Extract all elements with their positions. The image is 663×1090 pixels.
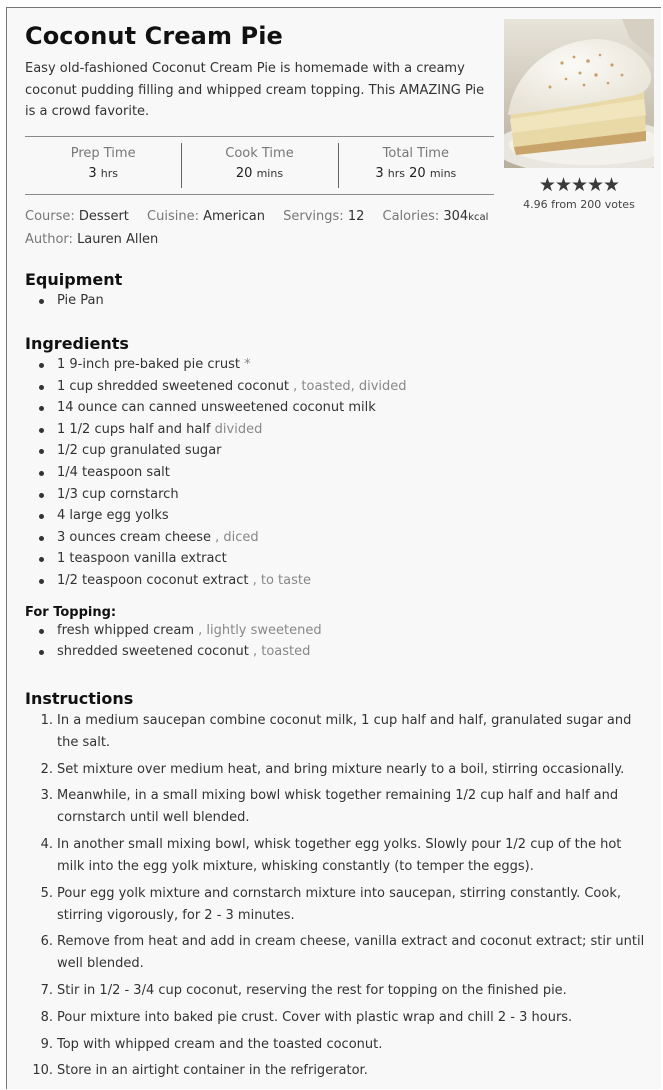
ingredients-section: [25, 334, 407, 663]
recipe-summary: Easy old-fashioned Coconut Cream Pie is homemade with a creamy coconut pudding filling and whipped cream topping. This AMAZING Pie is a crowd favorite.: [25, 61, 485, 119]
ingredient-item: 1/2 teaspoon coconut extract , to taste: [25, 570, 407, 592]
ingredients-heading: Ingredients: [25, 334, 129, 353]
cook-time: [181, 137, 337, 194]
ingredient-item: 4 large egg yolks: [25, 505, 407, 527]
ingredient-item: 1 9-inch pre-baked pie crust *: [25, 354, 407, 376]
cook-time-label: Cook Time: [225, 146, 294, 161]
calories-unit: kcal: [468, 212, 489, 223]
instructions-list: [25, 710, 650, 1082]
instruction-step: 10. Store in an airtight container in the refrigerator.: [32, 1063, 368, 1079]
total-time: [338, 137, 494, 194]
equipment-section: [25, 270, 122, 312]
ingredient-item: 1 teaspoon vanilla extract: [25, 548, 407, 570]
total-time-minutes: 20: [409, 166, 426, 181]
total-time-minutes-unit: mins: [429, 167, 457, 180]
instruction-step: 7. Stir in 1/2 - 3/4 cup coconut, reserving the rest for topping on the finished pie.: [40, 983, 567, 999]
equipment-item[interactable]: Pie Pan: [25, 290, 122, 312]
total-time-hours-unit: hrs: [387, 167, 405, 180]
calories-label: Calories:: [382, 209, 440, 224]
total-time-label: Total Time: [382, 146, 449, 161]
instruction-step: 6. Remove from heat and add in cream cheese, vanilla extract and coconut extract; stir until well blended.: [40, 934, 645, 972]
cook-time-minutes-unit: mins: [256, 167, 284, 180]
course-label: Course:: [25, 209, 75, 224]
recipe-times: [25, 136, 494, 195]
recipe-meta: [25, 206, 488, 251]
total-time-hours: 3: [375, 166, 384, 181]
recipe-card: [6, 7, 661, 1089]
meta-row-2: [25, 229, 488, 251]
prep-time-label: Prep Time: [70, 146, 136, 161]
recipe-rating: [504, 174, 654, 211]
ingredients-list: [25, 354, 407, 592]
instruction-step: 1. In a medium saucepan combine coconut milk, 1 cup half and half, granulated sugar and the salt.: [40, 713, 632, 750]
ingredient-item: 1 1/2 cups half and half divided: [25, 419, 407, 441]
rating-votes: 4.96 from 200 votes: [523, 198, 635, 211]
prep-time-hours-unit: hrs: [100, 167, 118, 180]
topping-heading: For Topping:: [25, 604, 117, 620]
ingredient-item: 1/3 cup cornstarch: [25, 484, 407, 506]
servings-value[interactable]: 12: [347, 209, 365, 224]
ingredient-item: 14 ounce can canned unsweetened coconut milk: [25, 397, 407, 419]
instruction-step: 5. Pour egg yolk mixture and cornstarch mixture into saucepan, stirring constantly. Cook, stirring vigorously, for 2 - 3 minutes.: [40, 885, 621, 923]
topping-item: shredded sweetened coconut , toasted: [25, 641, 407, 663]
cook-time-value: [181, 166, 337, 181]
ingredient-item: 1 cup shredded sweetened coconut , toasted, divided: [25, 376, 407, 398]
cuisine-label: Cuisine:: [147, 209, 199, 224]
topping-item: fresh whipped cream , lightly sweetened: [25, 620, 407, 642]
instruction-step: 4. In another small mixing bowl, whisk together egg yolks. Slowly pour 1/2 cup of the hot milk into the egg yolk mixture, whisking constantly (to temper the eggs).: [40, 837, 622, 875]
prep-time: [25, 137, 181, 194]
prep-time-hours: 3: [88, 166, 97, 181]
author-value: Lauren Allen: [77, 232, 159, 247]
prep-time-value: [25, 166, 181, 181]
ingredient-item: 3 ounces cream cheese , diced: [25, 527, 407, 549]
servings-label: Servings:: [283, 209, 344, 224]
instruction-step: 2. Set mixture over medium heat, and bring mixture nearly to a boil, stirring occasionally.: [40, 761, 625, 777]
meta-row-1: [25, 206, 488, 229]
cook-time-minutes: 20: [235, 166, 253, 181]
course-value: Dessert: [78, 209, 129, 224]
rating-stars[interactable]: ★★★★★: [538, 174, 620, 196]
total-time-value: [338, 166, 494, 181]
instruction-step: 3. Meanwhile, in a small mixing bowl whisk together remaining 1/2 cup half and half and cornstarch until well blended.: [40, 788, 619, 826]
ingredient-item: 1/4 teaspoon salt: [25, 462, 407, 484]
equipment-heading: Equipment: [25, 270, 123, 289]
recipe-title: Coconut Cream Pie: [25, 22, 283, 50]
cuisine-value: American: [203, 209, 265, 224]
pie-slice-image: [504, 19, 654, 168]
topping-list: [25, 620, 407, 663]
author-label: Author:: [25, 232, 73, 247]
calories-value: 304: [443, 209, 469, 224]
instructions-section: [25, 689, 650, 1087]
instructions-heading: Instructions: [25, 689, 134, 708]
instruction-step: 8. Pour mixture into baked pie crust. Cover with plastic wrap and chill 2 - 3 hours.: [40, 1009, 573, 1025]
instruction-step: 9. Top with whipped cream and the toasted coconut.: [40, 1036, 383, 1052]
ingredient-item: 1/2 cup granulated sugar: [25, 440, 407, 462]
recipe-photo: [504, 19, 654, 168]
equipment-list: [25, 290, 122, 312]
